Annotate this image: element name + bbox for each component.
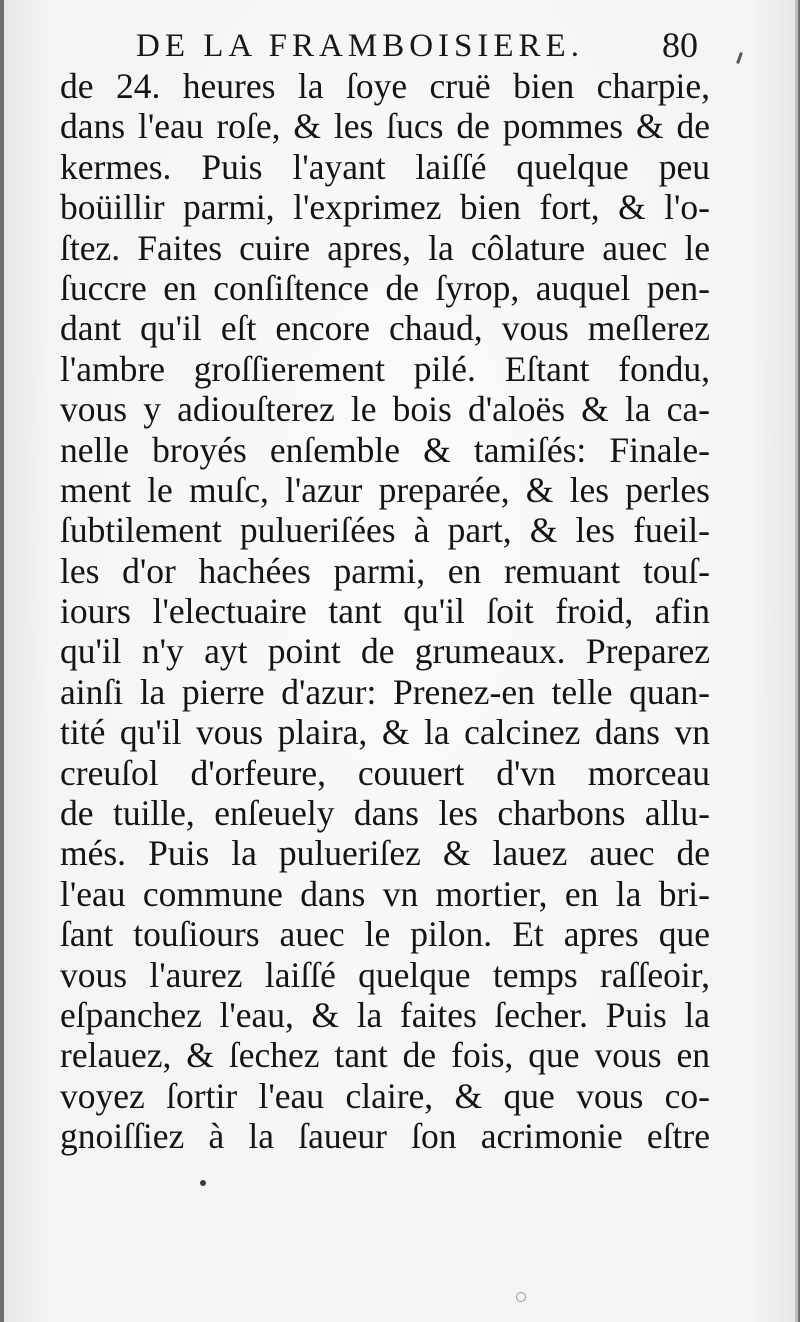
text-line: iours l'electuaire tant qu'il ſoit froid, afin	[60, 591, 710, 632]
text-line: vous l'aurez laiſſé quelque temps raſſeoir,	[60, 954, 710, 995]
text-line: ſant touſiours auec le pilon. Et apres que	[60, 914, 710, 955]
text-line: més. Puis la pulueriſez & lauez auec de	[60, 833, 710, 874]
text-line: nelle broyés enſemble & tamiſés: Finale-	[60, 429, 710, 470]
text-line: les d'or hachées parmi, en remuant touſ-	[60, 550, 710, 591]
text-line: qu'il n'y ayt point de grumeaux. Preparez	[60, 631, 710, 672]
text-line: ſtez. Faites cuire apres, la côlature auec le	[60, 227, 710, 268]
text-line: de tuille, enſeuely dans les charbons allu-	[60, 793, 710, 834]
text-line: tité qu'il vous plaira, & la calcinez dans vn	[60, 712, 710, 753]
text-line: eſpanchez l'eau, & la faites ſecher. Puis la	[60, 994, 710, 1035]
book-page	[4, 0, 798, 1322]
text-line: gnoiſſiez à la ſaueur ſon acrimonie eſtre	[60, 1116, 710, 1157]
text-line: relauez, & ſechez tant de fois, que vous en	[60, 1035, 710, 1076]
text-line: dans l'eau roſe, & les ſucs de pommes & de	[60, 106, 710, 147]
text-line: ſuccre en conſiſtence de ſyrop, auquel pen-	[60, 267, 710, 308]
text-line: ment le muſc, l'azur preparée, & les perles	[60, 469, 710, 510]
text-line: l'ambre groſſierement pilé. Eſtant fondu,	[60, 348, 710, 389]
text-line: vous y adiouſterez le bois d'aloës & la ca-	[60, 389, 710, 430]
body-text	[60, 66, 710, 1157]
ink-fleck	[516, 1292, 526, 1302]
ink-fleck	[200, 1180, 206, 1186]
text-line: l'eau commune dans vn mortier, en la bri-	[60, 873, 710, 914]
text-line: creuſol d'orfeure, couuert d'vn morceau	[60, 752, 710, 793]
text-line: voyez ſortir l'eau claire, & que vous co-	[60, 1075, 710, 1116]
page-number: 80	[662, 25, 698, 65]
text-line: ſubtilement pulueriſées à part, & les fueil-	[60, 510, 710, 551]
text-line: boüillir parmi, l'exprimez bien fort, & l'o-	[60, 187, 710, 228]
ink-fleck	[736, 52, 743, 64]
text-line: kermes. Puis l'ayant laiſſé quelque peu	[60, 146, 710, 187]
page-edge	[795, 0, 798, 1322]
running-title: DE LA FRAMBOISIERE.	[136, 28, 584, 64]
text-line: ainſi la pierre d'azur: Prenez-en telle quan-	[60, 671, 710, 712]
text-line: dant qu'il eſt encore chaud, vous meſlerez	[60, 308, 710, 349]
text-line: de 24. heures la ſoye cruë bien charpie,	[60, 66, 710, 106]
